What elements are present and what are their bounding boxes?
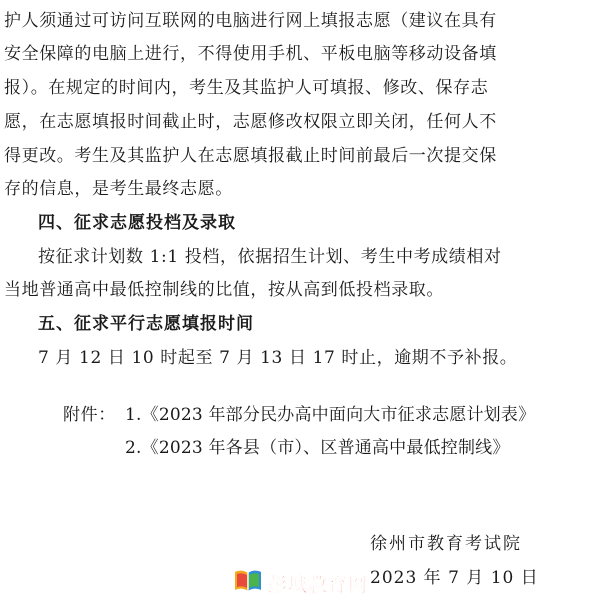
paragraph-line: 愿，在志愿填报时间截止时，志愿修改权限立即关闭，任何人不 [4, 112, 497, 132]
section-4-heading: 四、征求志愿投档及录取 [38, 213, 236, 233]
paragraph-line: 护人须通过可访问互联网的电脑进行网上填报志愿（建议在具有 [4, 11, 497, 31]
paragraph-line: 报）。在规定的时间内，考生及其监护人可填报、修改、保存志 [4, 78, 489, 98]
issue-date: 2023 年 7 月 10 日 [370, 568, 539, 588]
paragraph-line: 7 月 12 日 10 时起至 7 月 13 日 17 时止，逾期不予补报。 [38, 348, 518, 368]
paragraph-line: 得更改。考生及其监护人在志愿填报截止时间前最后一次提交保 [4, 146, 497, 166]
paragraph-line: 按征求计划数 1:1 投档，依据招生计划、考生中考成绩相对 [38, 247, 502, 267]
open-book-icon [233, 568, 263, 598]
issuing-organization: 徐州市教育考试院 [370, 534, 522, 554]
paragraph-line: 安全保障的电脑上进行，不得使用手机、平板电脑等移动设备填 [4, 44, 497, 64]
section-5-heading: 五、征求平行志愿填报时间 [38, 314, 254, 334]
attachment-item-1: 1.《2023 年部分民办高中面向大市征求志愿计划表》 [125, 405, 536, 425]
watermark-text: 彭城教育网 [268, 573, 369, 596]
site-watermark [233, 568, 368, 598]
paragraph-line: 当地普通高中最低控制线的比值，按从高到低投档录取。 [4, 280, 444, 300]
attachment-item-2: 2.《2023 年各县（市）、区普通高中最低控制线》 [125, 438, 510, 458]
attachments-label: 附件： [63, 405, 116, 425]
paragraph-line: 存的信息，是考生最终志愿。 [4, 179, 233, 199]
